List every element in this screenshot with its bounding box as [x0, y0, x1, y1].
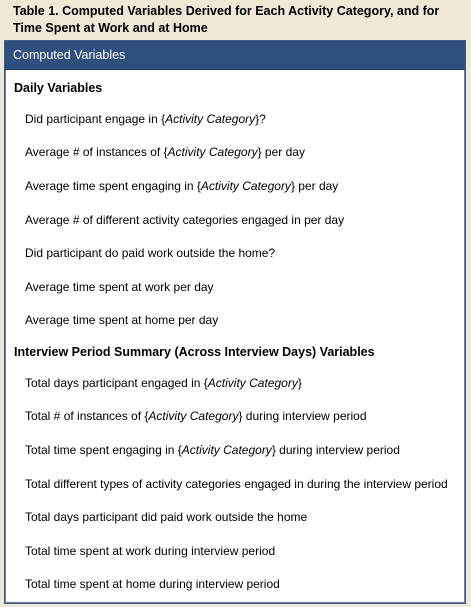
list-item: Average time spent engaging in {Activity Category} per day [25, 179, 339, 193]
section-title-interview: Interview Period Summary (Across Interview Days) Variables [14, 345, 375, 359]
list-item: Total different types of activity categories engaged in during the interview period [25, 477, 448, 491]
list-item: Average time spent at home per day [25, 313, 219, 327]
list-item: Average # of instances of {Activity Category} per day [25, 145, 305, 159]
table-header: Computed Variables [5, 41, 465, 70]
list-item: Total days participant engaged in {Activity Category} [25, 376, 302, 390]
table-body [5, 70, 465, 603]
list-item: Average time spent at work per day [25, 280, 214, 294]
list-item: Total time spent at home during interview period [25, 577, 280, 591]
variables-table [4, 40, 466, 604]
section-title-daily: Daily Variables [14, 81, 103, 95]
list-item: Total # of instances of {Activity Category} during interview period [25, 409, 367, 423]
list-item: Did participant do paid work outside the home? [25, 246, 276, 260]
list-item: Total time spent engaging in {Activity Category} during interview period [25, 443, 400, 457]
list-item: Total days participant did paid work outside the home [25, 510, 308, 524]
list-item: Total time spent at work during interview period [25, 544, 276, 558]
list-item: Did participant engage in {Activity Category}? [25, 112, 266, 126]
list-item: Average # of different activity categories engaged in per day [25, 213, 345, 227]
table-caption: Table 1. Computed Variables Derived for Each Activity Category, and for Time Spent at Work and at Home [13, 4, 440, 35]
